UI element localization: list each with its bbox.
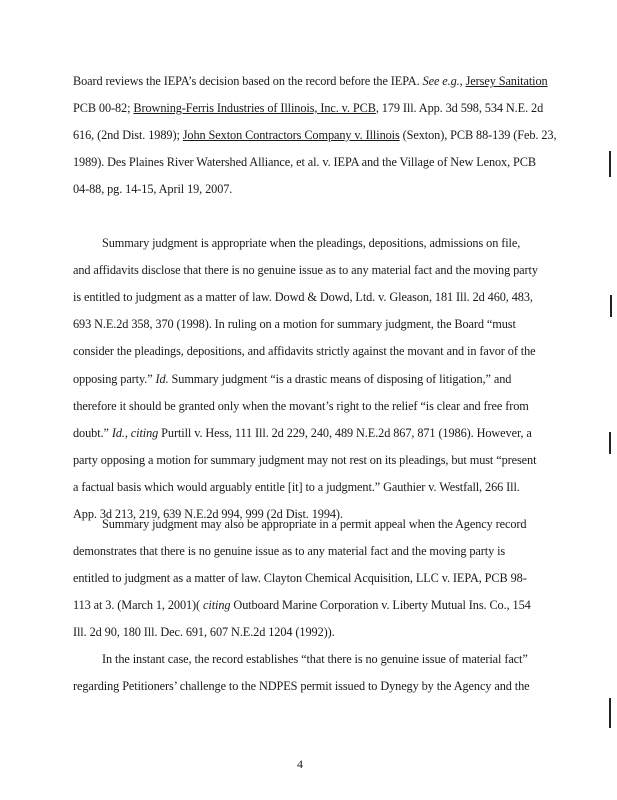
text-line (73, 571, 527, 585)
text-line (73, 128, 556, 142)
text-line (102, 517, 526, 531)
signal-word: Id. (155, 372, 169, 386)
text-line (73, 74, 548, 88)
text-run: Summary judgment is appropriate when the pleadings, depositions, admissions on file, (102, 236, 521, 250)
text-run: party opposing a motion for summary judgment may not rest on its pleadings, but must “present (73, 453, 537, 467)
signal-word: See e.g., (422, 74, 463, 88)
text-run: entitled to judgment as a matter of law. Clayton Chemical Acquisition, LLC v. IEPA, PCB 98- (73, 571, 527, 585)
text-line (73, 317, 516, 331)
scan-artifact (609, 151, 611, 177)
text-line (73, 480, 520, 494)
text-run: opposing party.” (73, 372, 156, 386)
text-run: Board reviews the IEPA’s decision based on the record before the IEPA. (73, 74, 423, 88)
text-run: doubt.” (73, 426, 112, 440)
text-run: is entitled to judgment as a matter of law. Dowd & Dowd, Ltd. v. Gleason, 181 Ill. 2d 460, 483, (73, 290, 533, 304)
case-citation: Browning-Ferris Industries of Illinois, Inc. v. PCB (133, 101, 376, 115)
text-run: 1989). Des Plaines River Watershed Alliance, et al. v. IEPA and the Village of New Lenox, PCB (73, 155, 537, 169)
text-run: consider the pleadings, depositions, and affidavits strictly against the movant and in favor of the (73, 344, 536, 358)
case-citation: John Sexton Contractors Company v. Illinois (182, 128, 400, 142)
scan-artifact (609, 698, 611, 728)
signal-word: citing (203, 598, 231, 612)
text-run: 113 at 3. (March 1, 2001)( (73, 598, 204, 612)
text-line (73, 453, 536, 467)
text-run: 693 N.E.2d 358, 370 (1998). In ruling on a motion for summary judgment, the Board “must (73, 317, 516, 331)
text-run: and affidavits disclose that there is no genuine issue as to any material fact and the moving party (73, 263, 538, 277)
text-line (102, 652, 528, 666)
text-line (73, 544, 505, 558)
text-run: App. 3d 213, 219, 639 N.E.2d 994, 999 (2d Dist. 1994). (73, 507, 343, 521)
text-line (73, 290, 533, 304)
text-line (102, 236, 520, 250)
text-run: , 179 Ill. App. 3d 598, 534 N.E. 2d (375, 101, 544, 115)
text-run: (Sexton), PCB 88-139 (Feb. 23, (399, 128, 557, 142)
text-line (73, 679, 529, 693)
text-line (73, 426, 532, 440)
text-run: 04-88, pg. 14-15, April 19, 2007. (73, 182, 233, 196)
text-run: Outboard Marine Corporation v. Liberty Mutual Ins. Co., 154 (230, 598, 531, 612)
text-line (73, 625, 335, 639)
text-line (73, 263, 538, 277)
text-run: PCB 00-82; (73, 101, 134, 115)
case-citation: Jersey Sanitation (465, 74, 548, 88)
text-line (73, 344, 536, 358)
signal-word: Id., citing (111, 426, 159, 440)
text-run: a factual basis which would arguably entitle [it] to a judgment.” Gauthier v. Westfall, 266 Ill. (73, 480, 520, 494)
text-run: Summary judgment may also be appropriate in a permit appeal when the Agency record (102, 517, 527, 531)
scan-artifact (609, 432, 611, 454)
text-run: demonstrates that there is no genuine issue as to any material fact and the moving party is (73, 544, 506, 558)
text-line (73, 598, 531, 612)
text-line (73, 101, 543, 115)
text-line (73, 372, 511, 386)
text-run: 616, (2nd Dist. 1989); (73, 128, 183, 142)
text-run: In the instant case, the record establishes “that there is no genuine issue of material fact” (102, 652, 528, 666)
text-run: therefore it should be granted only when the movant’s right to the relief “is clear and free from (73, 399, 529, 413)
scan-artifact (610, 295, 612, 317)
text-run: regarding Petitioners’ challenge to the NDPES permit issued to Dynegy by the Agency and the (73, 679, 530, 693)
text-line (73, 182, 232, 196)
text-run: Summary judgment “is a drastic means of disposing of litigation,” and (168, 372, 512, 386)
page-number: 4 (297, 757, 303, 771)
text-run: Ill. 2d 90, 180 Ill. Dec. 691, 607 N.E.2d 1204 (1992)). (73, 625, 335, 639)
text-run: Purtill v. Hess, 111 Ill. 2d 229, 240, 489 N.E.2d 867, 871 (1986). However, a (158, 426, 532, 440)
text-line (73, 399, 529, 413)
text-line (73, 155, 536, 169)
